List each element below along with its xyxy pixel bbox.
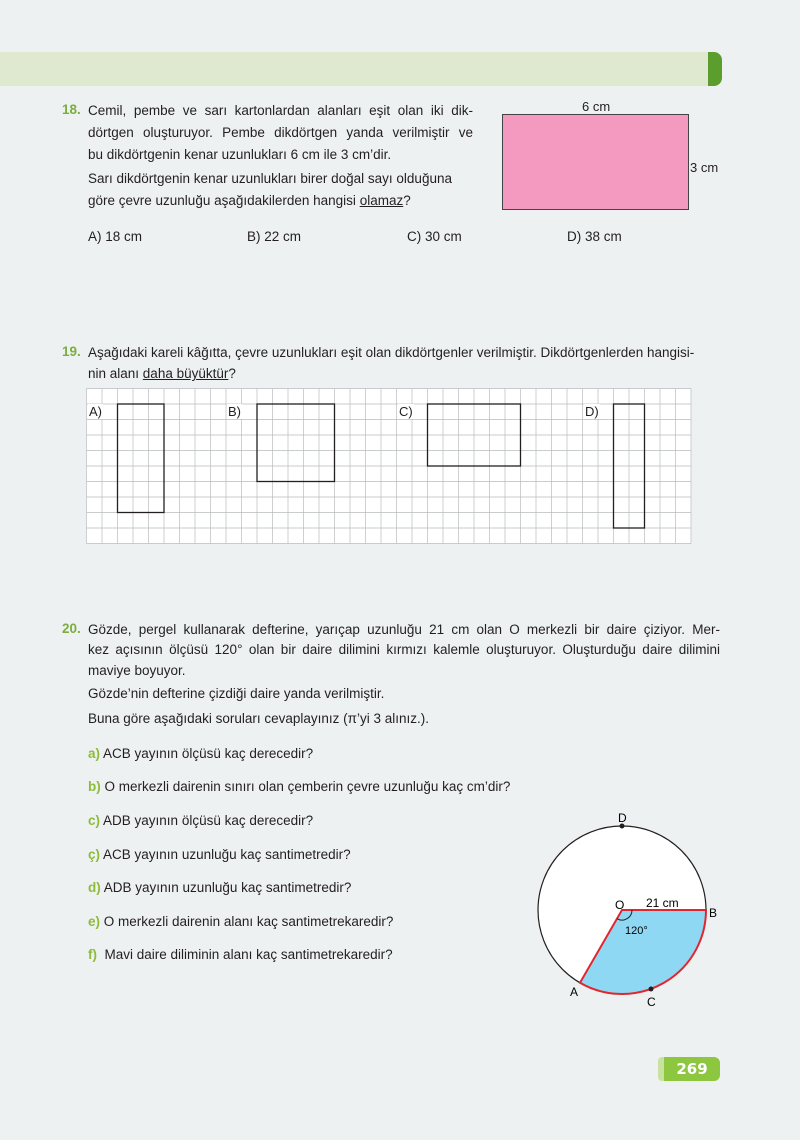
q19-label-d[interactable]: D) (585, 404, 599, 419)
q20-sub-cc: ç) ACB yayının uzunluğu kaç santimetredir? (88, 847, 351, 862)
circle-diagram (520, 808, 720, 1013)
q18-line-2: dörtgen oluşturuyor. Pembe dikdörtgen yanda verilmiştir ve (88, 125, 473, 140)
q18-line-1: Cemil, pembe ve sarı kartonlardan alanları eşit olan iki dik- (88, 103, 473, 118)
label-b: B (709, 906, 718, 920)
q19-label-c[interactable]: C) (399, 404, 413, 419)
q18-option-b[interactable]: B) 22 cm (247, 229, 302, 244)
pink-rectangle (502, 114, 689, 210)
q20-sub-f: f) Mavi daire diliminin alanı kaç santimetrekaredir? (88, 947, 393, 962)
q18-option-a[interactable]: A) 18 cm (88, 229, 143, 244)
q20-line-5: Buna göre aşağıdaki soruları cevaplayınız (π’yi 3 alınız.). (88, 711, 429, 726)
q18-line-5: göre çevre uzunluğu aşağıdakilerden hangisi olamaz? (88, 193, 411, 208)
q18-height-label: 3 cm (690, 160, 719, 175)
q20-sub-b: b) O merkezli dairenin sınırı olan çemberin çevre uzunluğu kaç cm’dir? (88, 779, 511, 794)
q18-width-label: 6 cm (582, 99, 611, 114)
q20-line-4: Gözde’nin defterine çizdiği daire yanda verilmiştir. (88, 686, 385, 701)
q20-sub-c: c) ADB yayının ölçüsü kaç derecedir? (88, 813, 314, 828)
q18-line-3: bu dikdörtgenin kenar uzunlukları 6 cm ile 3 cm’dir. (88, 147, 392, 162)
q20-sub-e: e) O merkezli dairenin alanı kaç santimetrekaredir? (88, 914, 394, 929)
q20-number: 20. (62, 621, 81, 636)
q19-line-2: nin alanı daha büyüktür? (88, 366, 236, 381)
label-o: O (615, 898, 625, 912)
label-a: A (570, 985, 579, 999)
q18-option-c[interactable]: C) 30 cm (407, 229, 462, 244)
grid-paper (86, 388, 693, 545)
q20-sub-a: a) ACB yayının ölçüsü kaç derecedir? (88, 746, 314, 761)
angle-label: 120° (625, 925, 648, 937)
q19-number: 19. (62, 344, 81, 359)
q20-line-3: maviye boyuyor. (88, 663, 186, 678)
q19-line-1: Aşağıdaki kareli kâğıtta, çevre uzunlukları eşit olan dikdörtgenler verilmiştir. Dikdörtgenlerden hangisi- (88, 345, 695, 360)
page-number: 269 (664, 1057, 720, 1081)
q20-sub-d: d) ADB yayının uzunluğu kaç santimetredir? (88, 880, 352, 895)
radius-label: 21 cm (646, 896, 679, 910)
label-c: C (647, 995, 656, 1009)
q19-label-b[interactable]: B) (228, 404, 241, 419)
q20-line-2: kez açısının ölçüsü 120° olan bir daire dilimini kırmızı kalemle oluşturuyor. Oluşturduğu daire dilimini (88, 642, 720, 657)
header-tab (708, 52, 722, 86)
q19-label-a[interactable]: A) (89, 404, 102, 419)
q20-line-1: Gözde, pergel kullanarak defterine, yarıçap uzunluğu 21 cm olan O merkezli bir daire çiziyor. Mer- (88, 622, 720, 637)
label-d: D (618, 811, 627, 825)
q18-line-4: Sarı dikdörtgenin kenar uzunlukları birer doğal sayı olduğuna (88, 171, 452, 186)
header-band (0, 52, 712, 86)
q18-option-d[interactable]: D) 38 cm (567, 229, 622, 244)
q18-number: 18. (62, 102, 81, 117)
point-c (649, 987, 654, 992)
